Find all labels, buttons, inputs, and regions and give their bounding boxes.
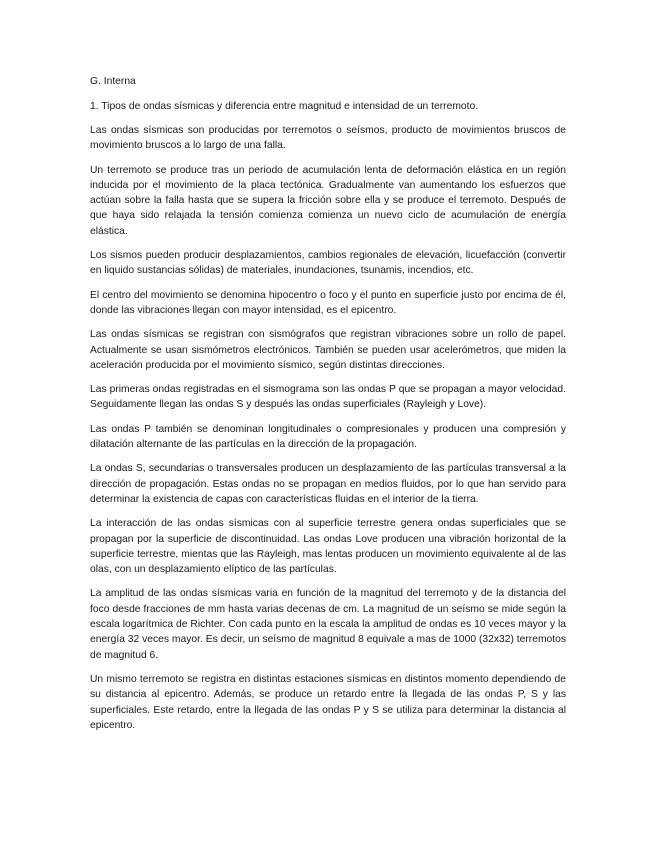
paragraph-p-waves: Las ondas P también se denominan longitudinales o compresionales y producen una compresión y dilatación alternante de las partículas en la dirección de la propagación. xyxy=(90,423,566,451)
paragraph-epicenter-distance: Un mismo terremoto se registra en distintas estaciones sísmicas en distintos momento dependiendo de su distancia al epicentro. Además, se produce un retardo entre la llegada de las ondas P, S y las superficiales. Este retardo, entre la llegada de las ondas P y S se utiliza para determinar la distancia al epicentro. xyxy=(90,673,566,731)
paragraph-magnitude-richter: La amplitud de las ondas sísmicas varia en función de la magnitud del terremoto y de la distancia del foco desde fracciones de mm hasta varias decenas de cm. La magnitud de un seísmo se mide según la escala logarítmica de Richter. Con cada punto en la escala la amplitud de ondas es 10 veces mayor y la energía 32 veces mayor. Es decir, un seísmo de magnitud 8 equivale a mas de 1000 (32x32) terremotos de magnitud 6. xyxy=(90,588,566,661)
paragraph-earthquake-cycle: Un terremoto se produce tras un periodo de acumulación lenta de deformación elástica en un región inducida por el movimiento de la placa tectónica. Gradualmente van aumentando los esfuerzos que actúan sobre la falla hasta que se supera la fricción sobre ella y se produce el terremoto. Después de que haya sido relajada la tensión comienza comienza un nuevo ciclo de acumulación de energía elástica. xyxy=(90,164,566,237)
paragraph-seismic-waves-origin: Las ondas sísmicas son producidas por terremotos o seísmos, producto de movimientos bruscos de movimiento bruscos a lo largo de una falla. xyxy=(90,125,566,152)
section-heading: G. Interna xyxy=(90,76,136,87)
paragraph-wave-arrival-order: Las primeras ondas registradas en el sismograma son las ondas P que se propagan a mayor velocidad. Seguidamente llegan las ondas S y después las ondas superficiales (Rayleigh y Love). xyxy=(90,384,566,411)
paragraph-earthquake-effects: Los sismos pueden producir desplazamientos, cambios regionales de elevación, licuefacción (convertir en liquido sustancias sólidas) de materiales, inundaciones, tsunamis, incendios, etc. xyxy=(90,250,566,277)
paragraph-s-waves: La ondas S, secundarias o transversales producen un desplazamiento de las partículas transversal a la dirección de propagación. Estas ondas no se propagan en medios fluidos, por lo que han servido para determinar la existencia de capas con características fluidas en el interior de la tierra. xyxy=(90,463,566,505)
paragraph-surface-waves: La interacción de las ondas sísmicas con al superficie terrestre genera ondas superficiales que se propagan por la superficie de discontinuidad. Las ondas Love producen una vibración horizontal de la superficie terrestre, mientas que las Rayleigh, mas lentas producen un movimiento equivalente al de las olas, con un desplazamiento elíptico de las partículas. xyxy=(90,518,566,576)
question-title: 1. Tipos de ondas sísmicas y diferencia entre magnitud e intensidad de un terremoto. xyxy=(90,101,479,112)
document-page xyxy=(90,74,566,742)
paragraph-hypocenter-epicenter: El centro del movimiento se denomina hipocentro o foco y el punto en superficie justo por encima de él, donde las vibraciones llegan con mayor intensidad, es el epicentro. xyxy=(90,289,566,316)
paragraph-seismographs: Las ondas sísmicas se registran con sismógrafos que registran vibraciones sobre un rollo de papel. Actualmente se usan sismómetros electrónicos. También se pueden usar acelerómetros, que miden la aceleración producida por el movimiento sísmico, según distintas direcciones. xyxy=(90,329,566,371)
